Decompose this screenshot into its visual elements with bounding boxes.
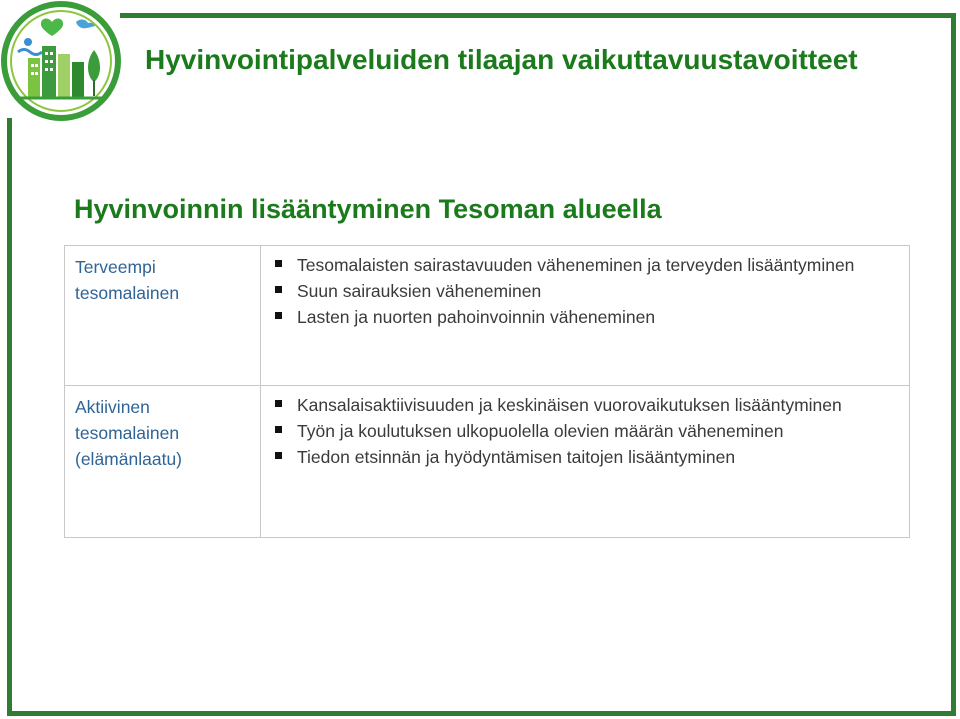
goal-label: Terveempi tesomalainen xyxy=(65,246,261,386)
square-bullet-icon xyxy=(275,426,282,433)
list-item-text: Kansalaisaktiivisuuden ja keskinäisen vuorovaikutuksen lisääntyminen xyxy=(297,395,842,415)
frame-left-border xyxy=(7,118,12,716)
list-item xyxy=(275,418,901,444)
list-item xyxy=(275,444,901,470)
list-item xyxy=(275,304,901,330)
table-row xyxy=(65,246,910,386)
square-bullet-icon xyxy=(275,400,282,407)
page-title: Hyvinvointipalveluiden tilaajan vaikuttavuustavoitteet xyxy=(145,44,858,75)
goal-list xyxy=(275,252,901,330)
city-wellbeing-logo-icon xyxy=(0,0,122,122)
section-subtitle: Hyvinvoinnin lisääntyminen Tesoman alueella xyxy=(74,194,662,224)
list-item-text: Työn ja koulutuksen ulkopuolella olevien määrän väheneminen xyxy=(297,421,784,441)
list-item-text: Tesomalaisten sairastavuuden väheneminen ja terveyden lisääntyminen xyxy=(297,255,855,275)
list-item-text: Tiedon etsinnän ja hyödyntämisen taitojen lisääntyminen xyxy=(297,447,736,467)
goal-label: Aktiivinen tesomalainen (elämänlaatu) xyxy=(65,386,261,538)
list-item xyxy=(275,392,901,418)
frame-bottom-border xyxy=(7,711,956,716)
list-item xyxy=(275,252,901,278)
goal-list xyxy=(275,392,901,470)
goal-items-cell xyxy=(261,386,910,538)
goal-items-cell xyxy=(261,246,910,386)
square-bullet-icon xyxy=(275,312,282,319)
list-item-text: Suun sairauksien väheneminen xyxy=(297,281,542,301)
frame-right-border xyxy=(951,13,956,715)
square-bullet-icon xyxy=(275,452,282,459)
square-bullet-icon xyxy=(275,286,282,293)
list-item-text: Lasten ja nuorten pahoinvoinnin väheneminen xyxy=(297,307,656,327)
square-bullet-icon xyxy=(275,260,282,267)
list-item xyxy=(275,278,901,304)
table-row xyxy=(65,386,910,538)
goals-table xyxy=(64,245,910,538)
frame-top-border xyxy=(120,13,956,18)
